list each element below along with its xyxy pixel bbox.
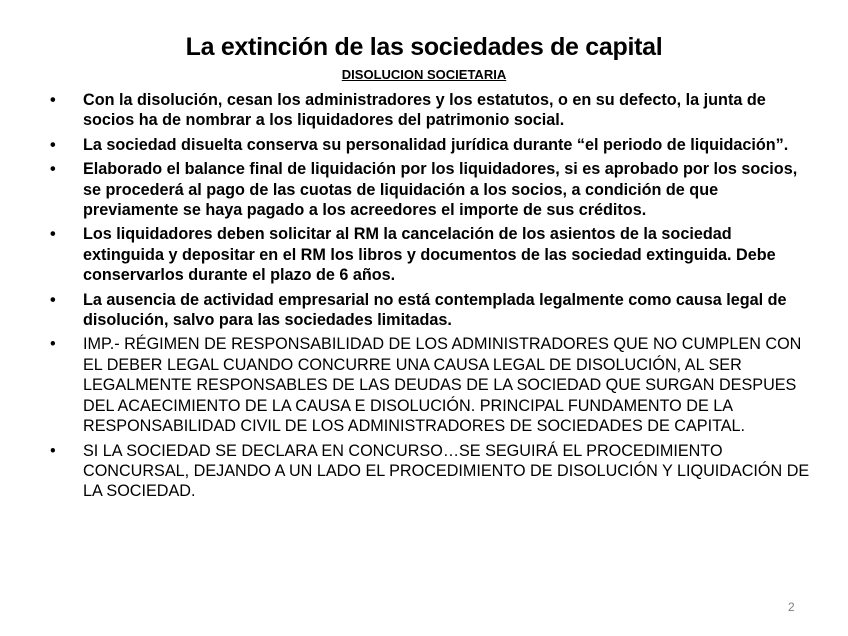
bullet-list [50, 90, 810, 506]
bullet-text: Elaborado el balance final de liquidación por los liquidadores, si es aprobado por los socios, se procederá al pago de las cuotas de liquidación a los socios, a condición de que previamente se haya pagado a los acreedores el importe de sus créditos. [83, 160, 798, 220]
bullet-text: La ausencia de actividad empresarial no está contemplada legalmente como causa legal de disolución, salvo para las sociedades limitadas. [83, 290, 787, 330]
bullet-text: IMP.- RÉGIMEN DE RESPONSABILIDAD DE LOS ADMINISTRADORES QUE NO CUMPLEN CON EL DEBER LEGAL CUANDO CONCURRE UNA CAUSA LEGAL DE DISOLUCIÓN, AL SER LEGALMENTE RESPONSABLES DE LAS DEUDAS DE LA SOCIEDAD QUE SURGAN DESPUES DEL ACAECIMIENTO DE LA CAUSA E DISOLUCIÓN. PRINCIPAL FUNDAMENTO DE LA RESPONSABILIDAD CIVIL DE LOS ADMINISTRADORES DE SOCIEDADES DE CAPITAL. [83, 335, 802, 436]
slide-subtitle: DISOLUCION SOCIETARIA [341, 67, 507, 82]
bullet-text: La sociedad disuelta conserva su personalidad jurídica durante “el periodo de liquidación”. [83, 135, 789, 154]
bullet-text: SI LA SOCIEDAD SE DECLARA EN CONCURSO…SE SEGUIRÁ EL PROCEDIMIENTO CONCURSAL, DEJANDO A UN LADO EL PROCEDIMIENTO DE DISOLUCIÓN Y LIQUIDACIÓN DE LA SOCIEDAD. [83, 441, 810, 501]
page-number: 2 [788, 600, 795, 614]
bullet-marker: • [50, 91, 56, 109]
bullet-item [50, 290, 810, 331]
slide-title: La extinción de las sociedades de capital [185, 33, 663, 61]
bullet-text: Los liquidadores deben solicitar al RM la cancelación de los asientos de la sociedad extinguida y depositar en el RM los libros y documentos de las sociedad extinguida. Debe conservarlos durante el plazo de 6 años. [83, 225, 776, 285]
bullet-marker: • [50, 335, 56, 354]
bullet-item [50, 135, 810, 155]
bullet-marker: • [50, 160, 56, 179]
bullet-item [50, 90, 810, 131]
bullet-item [50, 159, 810, 220]
bullet-marker: • [50, 441, 56, 460]
bullet-marker: • [50, 225, 56, 244]
bullet-text: Con la disolución, cesan los administradores y los estatutos, o en su defecto, la junta de socios ha de nombrar a los liquidadores del patrimonio social. [83, 91, 766, 130]
bullet-item [50, 441, 810, 502]
bullet-marker: • [50, 290, 56, 309]
bullet-item [50, 224, 810, 285]
bullet-marker: • [50, 135, 56, 154]
bullet-item [50, 334, 810, 436]
